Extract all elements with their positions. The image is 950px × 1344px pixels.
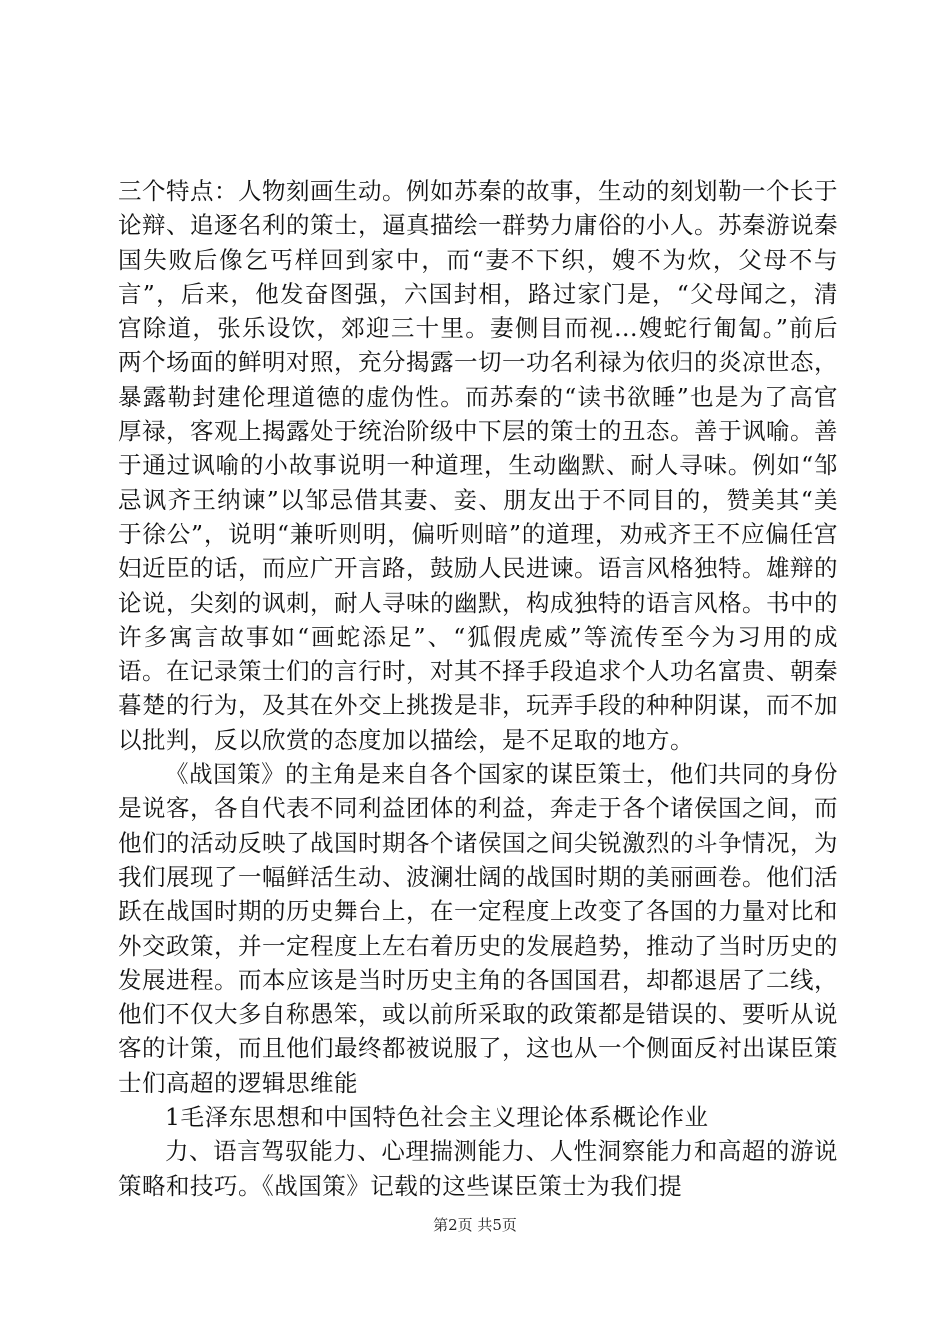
paragraph-continuation: 力、语言驾驭能力、心理揣测能力、人性洞察能力和高超的游说策略和技巧。《战国策》记载的这些谋臣策士为我们提 (118, 1137, 838, 1200)
paragraph-protagonists: 《战国策》的主角是来自各个国家的谋臣策士，他们共同的身份是说客，各自代表不同利益团体的利益，奔走于各个诸侯国之间，而他们的活动反映了战国时期各个诸侯国之间尖锐激烈的斗争情况，为我们展现了一幅鲜活生动、波澜壮阔的战国时期的美丽画卷。他们活跃在战国时期的历史舞台上，在一定程度上改变了各国的力量对比和外交政策，并一定程度上左右着历史的发展趋势，推动了当时历史的发展进程。而本应该是当时历史主角的各国国君，却都退居了二线，他们不仅大多自称愚笨，或以前所采取的政策都是错误的、要听从说客的计策，而且他们最终都被说服了，这也从一个侧面反衬出谋臣策士们高超的逻辑思维能 (118, 760, 838, 1097)
page-number-footer: 第2页 共5页 (433, 1216, 517, 1234)
paragraph-features: 三个特点：人物刻画生动。例如苏秦的故事，生动的刻划勒一个长于论辩、追逐名利的策士，逼真描绘一群势力庸俗的小人。苏秦游说秦国失败后像乞丐样回到家中，而“妻不下织，嫂不为炊，父母不与言”，后来，他发奋图强，六国封相，路过家门是，“父母闻之，清宫除道，张乐设饮，郊迎三十里。妻侧目而视...嫂蛇行匍匐。”前后两个场面的鲜明对照，充分揭露一切一功名利禄为依归的炎凉世态，暴露勒封建伦理道德的虚伪性。而苏秦的“读书欲睡”也是为了高官厚禄，客观上揭露处于统治阶级中下层的策士的丑态。善于讽喻。善于通过讽喻的小故事说明一种道理，生动幽默、耐人寻味。例如“邹忌讽齐王纳谏”以邹忌借其妻、妾、朋友出于不同目的，赞美其“美于徐公”，说明“兼听则明，偏听则暗”的道理，劝戒齐王不应偏任宫妇近臣的话，而应广开言路，鼓励人民进谏。语言风格独特。雄辩的论说，尖刻的讽刺，耐人寻味的幽默，构成独特的语言风格。书中的许多寓言故事如“画蛇添足”、“狐假虎威”等流传至今为习用的成语。在记录策士们的言行时，对其不择手段追求个人功名富贵、朝秦暮楚的行为，及其在外交上挑拨是非，玩弄手段的种种阴谋，而不加以批判，反以欣赏的态度加以描绘，是不足取的地方。 (118, 177, 838, 754)
paragraph-course-title: 1毛泽东思想和中国特色社会主义理论体系概论作业 (165, 1103, 709, 1132)
document-body (118, 174, 838, 1203)
